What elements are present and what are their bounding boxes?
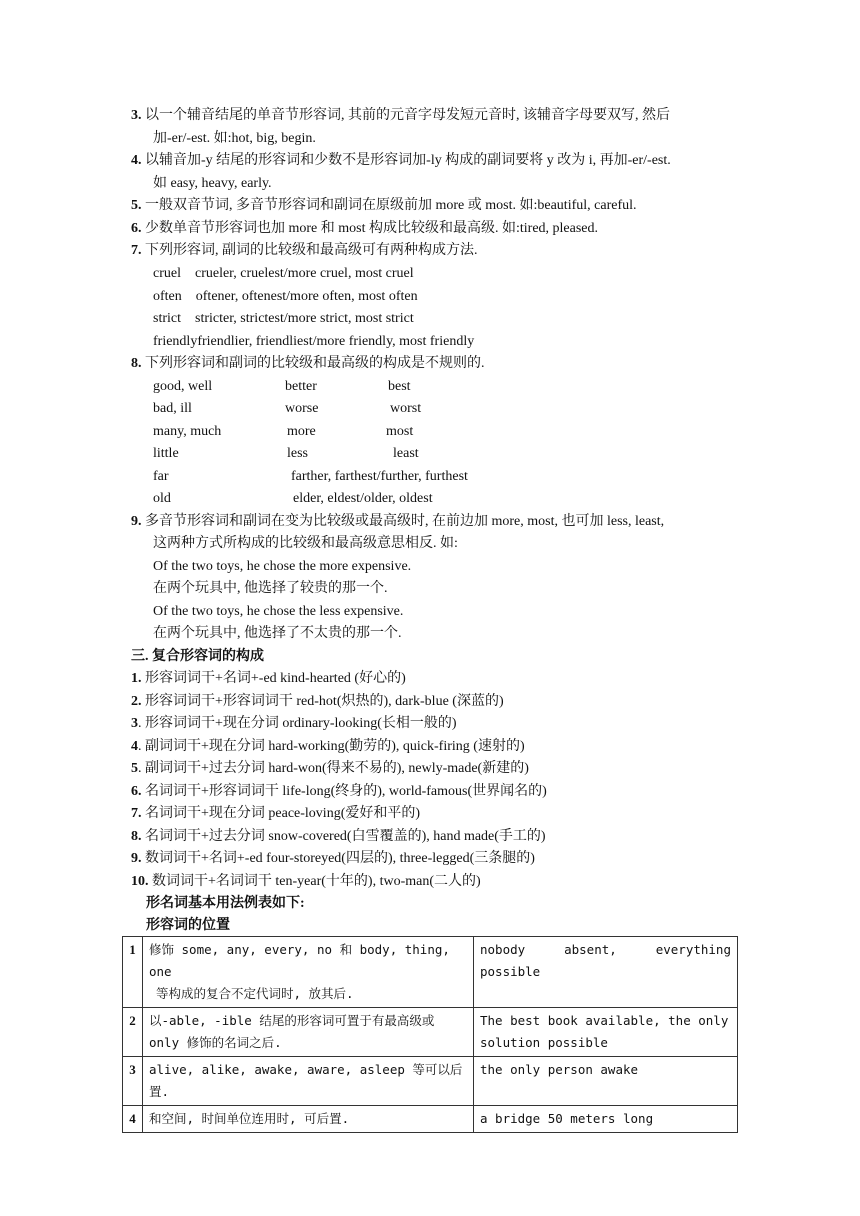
- row-number: 3: [123, 1057, 143, 1106]
- row-number: 1: [123, 937, 143, 1008]
- rule-4-cont: 如 easy, heavy, early.: [153, 176, 272, 191]
- two-ways-line: often oftener, oftenest/more often, most often: [153, 289, 418, 304]
- section-heading: 三. 复合形容词的构成: [131, 649, 264, 664]
- compound-item: 3. 形容词词干+现在分词 ordinary-looking(长相一般的): [131, 716, 457, 731]
- example-sentence: Of the two toys, he chose the less expensive.: [153, 604, 404, 619]
- table-row: [123, 1106, 738, 1133]
- two-ways-line: friendlyfriendlier, friendliest/more friendly, most friendly: [153, 334, 475, 349]
- compound-item: 2. 形容词词干+形容词词干 red-hot(炽热的), dark-blue (深蓝的): [131, 694, 504, 709]
- compound-item: 5. 副词词干+过去分词 hard-won(得来不易的), newly-made(新建的): [131, 761, 529, 776]
- irregular-row: far farther, farthest/further, furthest: [153, 469, 468, 484]
- compound-item: 6. 名词词干+形容词词干 life-long(终身的), world-famous(世界闻名的): [131, 784, 547, 799]
- rule-9-cont: 这两种方式所构成的比较级和最高级意思相反. 如:: [153, 536, 458, 551]
- irregular-row: old elder, eldest/older, oldest: [153, 491, 433, 506]
- irregular-row: good, well better best: [153, 379, 411, 394]
- irregular-row: little less least: [153, 446, 419, 461]
- row-description: 和空间, 时间单位连用时, 可后置.: [143, 1106, 474, 1133]
- row-example: The best book available, the only solution possible: [474, 1008, 738, 1057]
- row-example: a bridge 50 meters long: [474, 1106, 738, 1133]
- compound-item: 4. 副词词干+现在分词 hard-working(勤劳的), quick-firing (速射的): [131, 739, 525, 754]
- row-description: 以-able, -ible 结尾的形容词可置于有最高级或 only 修饰的名词之后.: [143, 1008, 474, 1057]
- rule-7: 7. 下列形容词, 副词的比较级和最高级可有两种构成方法.: [131, 243, 478, 258]
- rule-5: 5. 一般双音节词, 多音节形容词和副词在原级前加 more 或 most. 如:beautiful, careful.: [131, 198, 637, 213]
- compound-item: 7. 名词词干+现在分词 peace-loving(爱好和平的): [131, 806, 421, 821]
- row-example: the only person awake: [474, 1057, 738, 1106]
- rule-4: 4. 以辅音加-y 结尾的形容词和少数不是形容词加-ly 构成的副词要将 y 改为 i, 再加-er/-est.: [131, 153, 671, 168]
- two-ways-line: cruel crueler, cruelest/more cruel, most cruel: [153, 266, 414, 281]
- example-sentence: Of the two toys, he chose the more expensive.: [153, 559, 412, 574]
- table-intro: 形名词基本用法例表如下:: [146, 896, 305, 911]
- example-translation: 在两个玩具中, 他选择了较贵的那一个.: [153, 581, 388, 596]
- two-ways-line: strict stricter, strictest/more strict, most strict: [153, 311, 414, 326]
- compound-item: 8. 名词词干+过去分词 snow-covered(白雪覆盖的), hand made(手工的): [131, 829, 546, 844]
- compound-item: 1. 形容词词干+名词+-ed kind-hearted (好心的): [131, 671, 406, 686]
- row-example: nobody absent, everything possible: [474, 937, 738, 1008]
- row-description: 修饰 some, any, every, no 和 body, thing, one 等构成的复合不定代词时, 放其后.: [143, 937, 474, 1008]
- rule-6: 6. 少数单音节形容词也加 more 和 most 构成比较级和最高级. 如:tired, pleased.: [131, 221, 599, 236]
- row-number: 2: [123, 1008, 143, 1057]
- example-translation: 在两个玩具中, 他选择了不太贵的那一个.: [153, 626, 402, 641]
- compound-item: 10. 数词词干+名词词干 ten-year(十年的), two-man(二人的): [131, 874, 481, 889]
- rule-8: 8. 下列形容词和副词的比较级和最高级的构成是不规则的.: [131, 356, 485, 371]
- rule-9: 9. 多音节形容词和副词在变为比较级或最高级时, 在前边加 more, most, 也可加 less, least,: [131, 514, 665, 529]
- compound-item: 9. 数词词干+名词+-ed four-storeyed(四层的), three-legged(三条腿的): [131, 851, 535, 866]
- table-title: 形容词的位置: [146, 918, 230, 933]
- table-row: [123, 1057, 738, 1106]
- rule-3: 3. 以一个辅音结尾的单音节形容词, 其前的元音字母发短元音时, 该辅音字母要双写, 然后: [131, 108, 670, 123]
- row-description: alive, alike, awake, aware, asleep 等可以后 置.: [143, 1057, 474, 1106]
- adjective-position-table: [122, 936, 738, 1133]
- table-row: [123, 937, 738, 1008]
- irregular-row: many, much more most: [153, 424, 414, 439]
- rule-3-cont: 加-er/-est. 如:hot, big, begin.: [153, 131, 316, 146]
- irregular-row: bad, ill worse worst: [153, 401, 422, 416]
- row-number: 4: [123, 1106, 143, 1133]
- table-row: [123, 1008, 738, 1057]
